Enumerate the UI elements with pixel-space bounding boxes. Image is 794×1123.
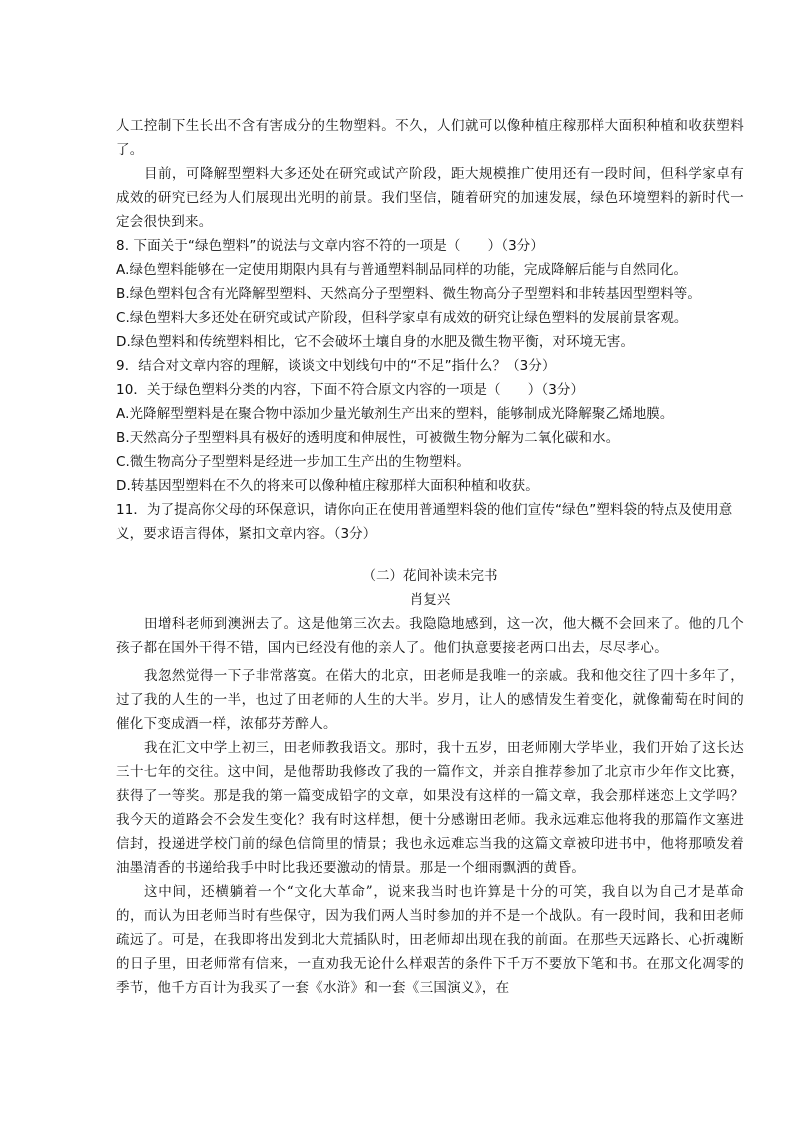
- question-8-option-c: C.绿色塑料大多还处在研究或试产阶段，但科学家卓有成效的研究让绿色塑料的发展前景客观。: [116, 310, 688, 326]
- essay-paragraph-2: 我忽然觉得一下子非常落寞。在偌大的北京，田老师是我唯一的亲戚。我和他交往了四十多年了，过了我的人生的一半，也过了田老师的人生的大半。岁月，让人的感情发生着变化，就像葡萄在时间的催化下变成酒一样，浓郁芬芳醉人。: [116, 668, 744, 732]
- section-title: （二）花间补读未完书: [362, 568, 498, 584]
- question-10: [116, 378, 744, 498]
- question-10-stem: 10．关于绿色塑料分类的内容，下面不符合原文内容的一项是（ ）（3分）: [116, 382, 585, 398]
- question-9: [116, 354, 744, 378]
- question-11-stem: 11．为了提高你父母的环保意识，请你向正在使用普通塑料袋的他们宣传“绿色”塑料袋的特点及使用意义，要求语言得体，紧扣文章内容。（3分）: [116, 502, 733, 542]
- question-10-option-c: C.微生物高分子型塑料是经进一步加工生产出的生物塑料。: [116, 454, 470, 470]
- question-10-option-a: A.光降解型塑料是在聚合物中添加少量光敏剂生产出来的塑料，能够制成光降解聚乙烯地膜。: [116, 406, 674, 422]
- essay-paragraph-4: 这中间，还横躺着一个“文化大革命”，说来我当时也许算是十分的可笑，我自以为自己才是革命的，而认为田老师当时有些保守，因为我们两人当时参加的并不是一个战队。有一段时间，我和田老师疏远了。可是，在我即将出发到北大荒插队时，田老师却出现在我的前面。在那些天远路长、心折魂断的日子里，田老师常有信来，一直劝我无论什么样艰苦的条件下千万不要放下笔和书。在那文化凋零的季节，他千方百计为我买了一套《水浒》和一套《三国演义》，在: [116, 884, 744, 996]
- question-8-stem: 8. 下面关于“绿色塑料”的说法与文章内容不符的一项是（ ）（3分）: [116, 238, 544, 254]
- question-8-option-d: D.绿色塑料和传统塑料相比，它不会破坏土壤自身的水肥及微生物平衡，对环境无害。: [116, 334, 635, 350]
- essay-paragraph-3: 我在汇文中学上初三，田老师教我语文。那时，我十五岁，田老师刚大学毕业，我们开始了这长达三十七年的交往。这中间，是他帮助我修改了我的一篇作文，并亲自推荐参加了北京市少年作文比赛，获得了一等奖。那是我的第一篇变成铅字的文章，如果没有这样的一篇文章，我会那样迷恋上文学吗？我今天的道路会不会发生变化？我有时这样想，便十分感谢田老师。我永远难忘他将我的那篇作文塞进信封，投递进学校门前的绿色信筒里的情景；我也永远难忘当我的这篇文章被印进书中，他将那喷发着油墨清香的书递给我手中时比我还要激动的情景。那是一个细雨飘洒的黄昏。: [116, 740, 744, 876]
- section-author: 肖复兴: [409, 592, 451, 608]
- question-9-stem: 9．结合对文章内容的理解，谈谈文中划线句中的“不足”指什么？（3分）: [116, 358, 556, 374]
- question-8-option-b: B.绿色塑料包含有光降解型塑料、天然高分子型塑料、微生物高分子型塑料和非转基因型塑料等。: [116, 286, 701, 302]
- question-10-option-d: D.转基因型塑料在不久的将来可以像种植庄稼那样大面积种植和收获。: [116, 478, 539, 494]
- question-11: [116, 498, 744, 546]
- passage-paragraph-2: 目前，可降解型塑料大多还处在研究或试产阶段，距大规模推广使用还有一段时间，但科学家卓有成效的研究已经为人们展现出光明的前景。我们坚信，随着研究的加速发展，绿色环境塑料的新时代一定会很快到来。: [116, 166, 744, 230]
- question-8: [116, 234, 744, 354]
- document-page: [116, 114, 744, 1000]
- question-8-option-a: A.绿色塑料能够在一定使用期限内具有与普通塑料制品同样的功能，完成降解后能与自然同化。: [116, 262, 688, 278]
- essay-paragraph-1: 田增科老师到澳洲去了。这是他第三次去。我隐隐地感到，这一次，他大概不会回来了。他的几个孩子都在国外干得不错，国内已经没有他的亲人了。他们执意要接老两口出去，尽尽孝心。: [116, 616, 744, 656]
- question-10-option-b: B.天然高分子型塑料具有极好的透明度和伸展性，可被微生物分解为二氧化碳和水。: [116, 430, 620, 446]
- passage-paragraph-1: 人工控制下生长出不含有害成分的生物塑料。不久，人们就可以像种植庄稼那样大面积种植和收获塑料了。: [116, 118, 744, 158]
